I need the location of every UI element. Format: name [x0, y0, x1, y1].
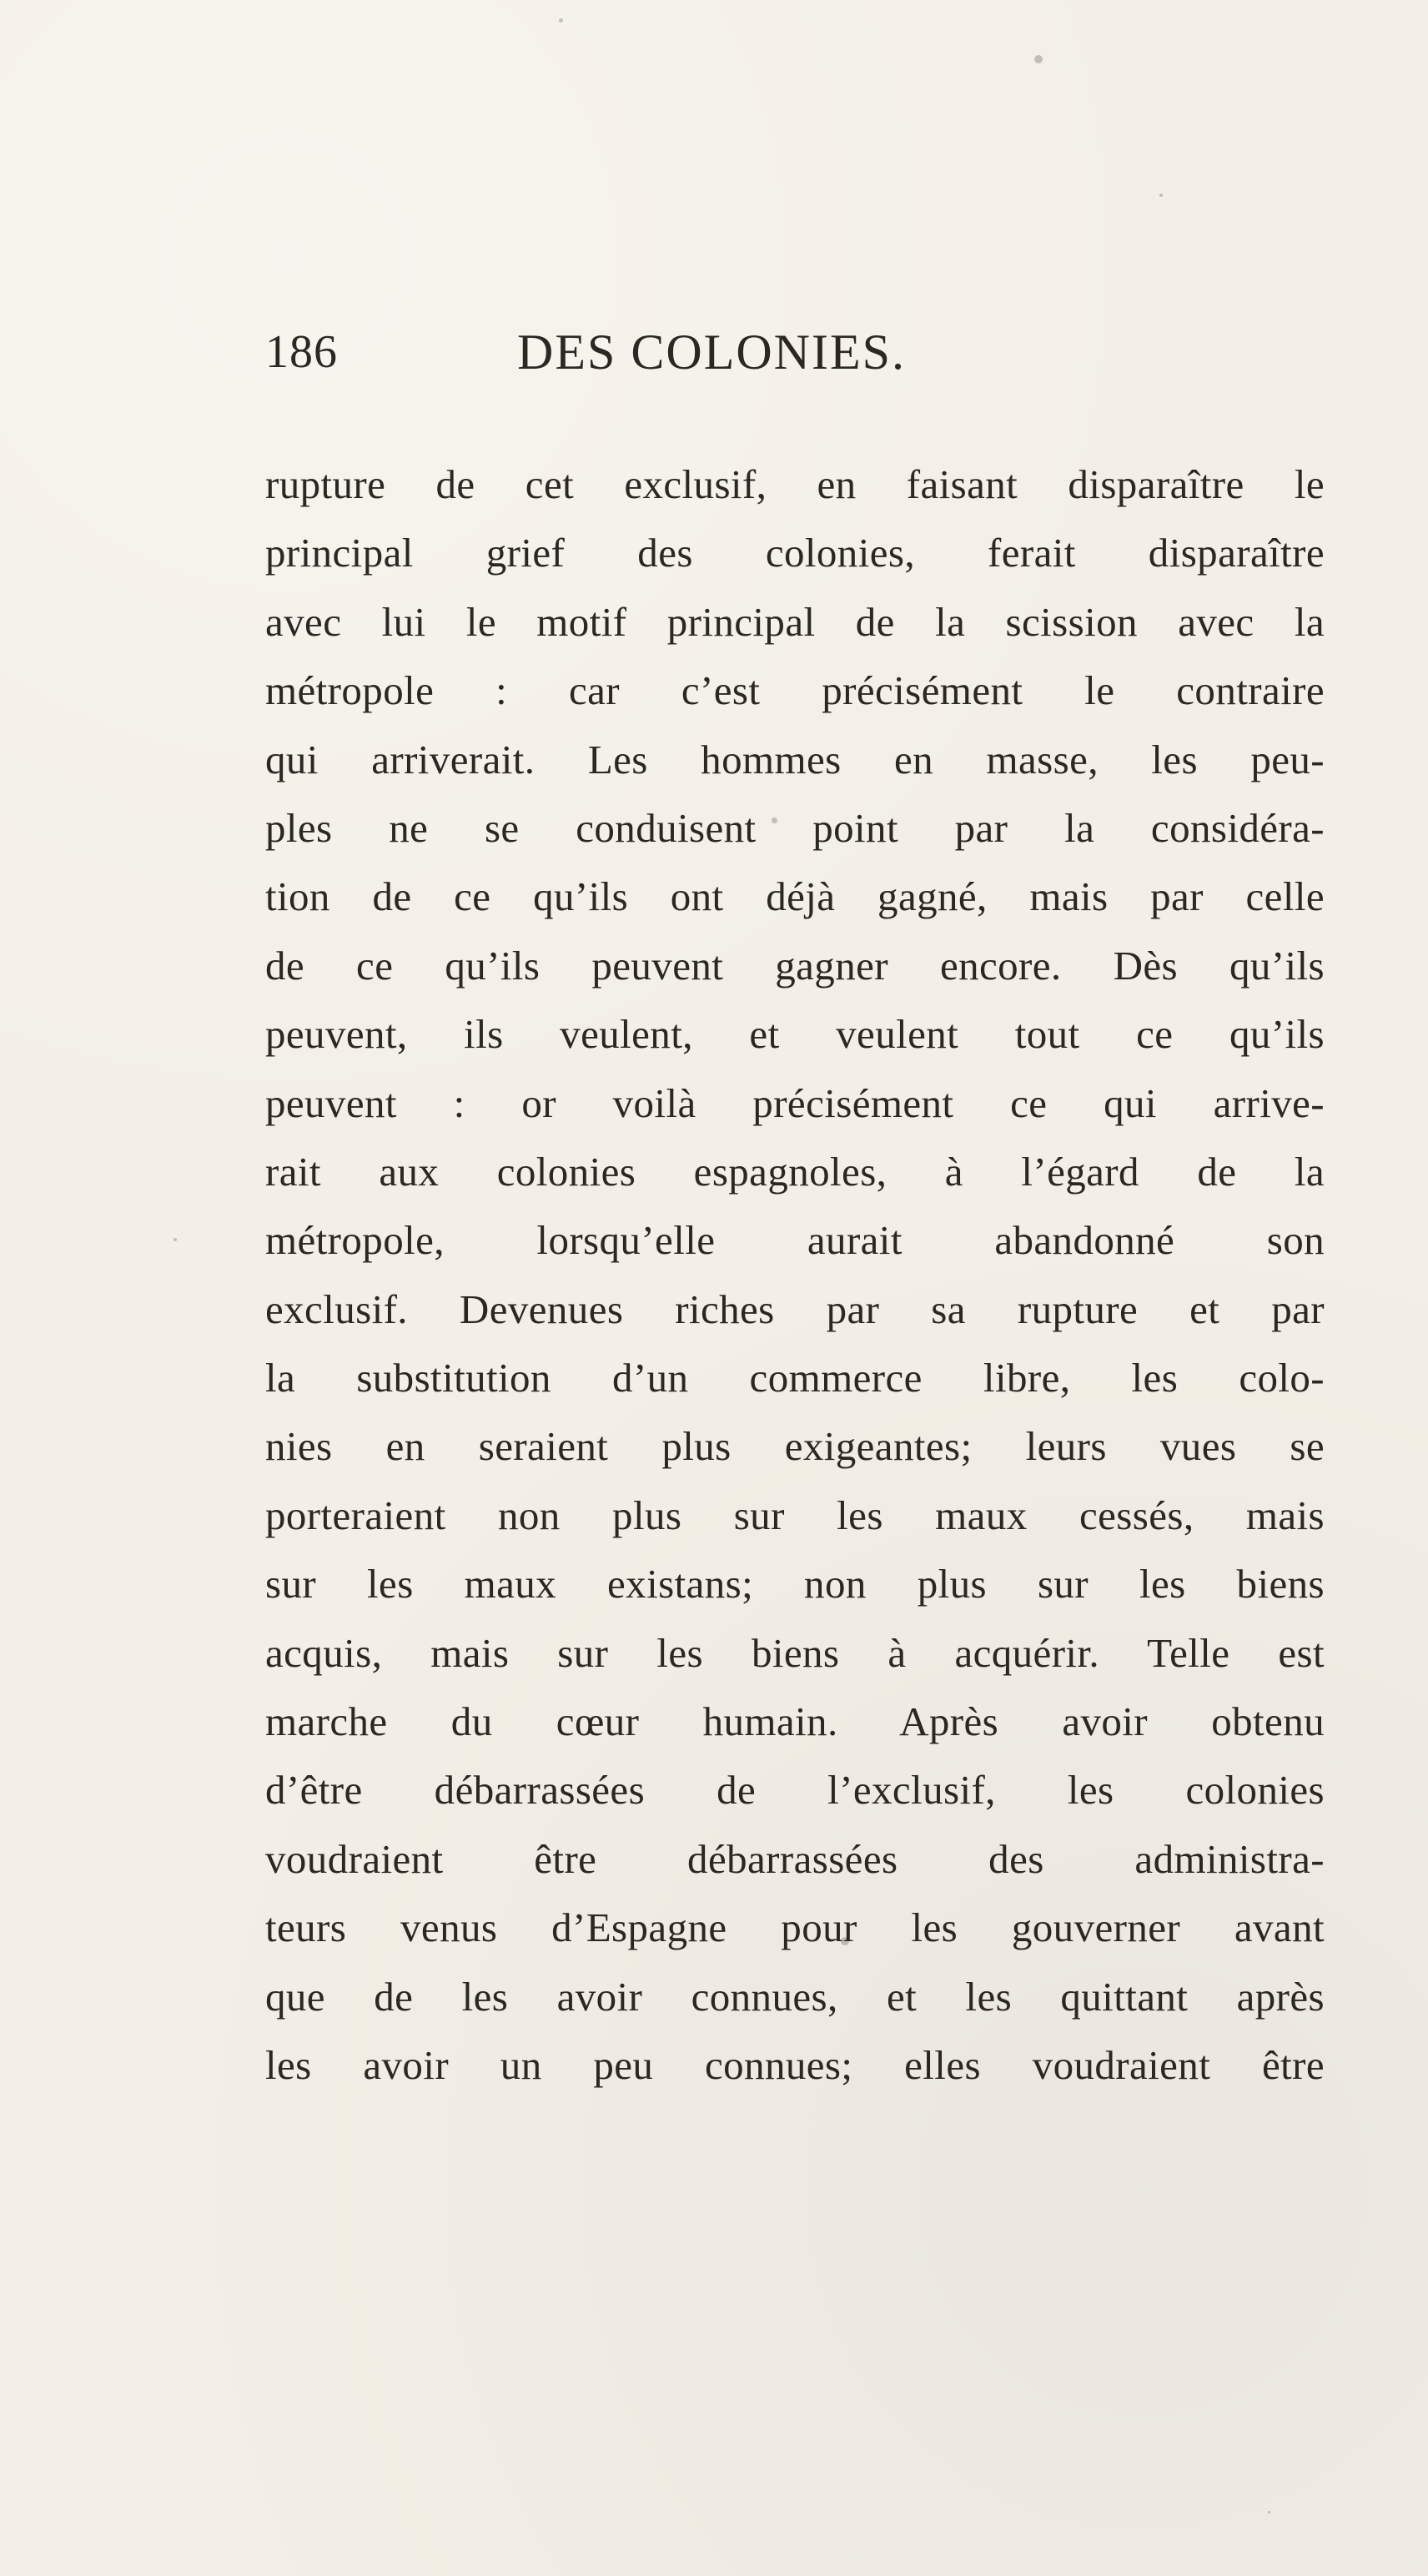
page-header: [265, 327, 1316, 402]
text-line: ples ne se conduisent point par la considéra-: [265, 804, 1325, 851]
text-line: métropole, lorsqu’elle aurait abandonné son: [265, 1217, 1325, 1264]
text-line: la substitution d’un commerce libre, les colo-: [265, 1355, 1325, 1401]
running-head: DES COLONIES.: [517, 325, 907, 380]
text-line: de ce qu’ils peuvent gagner encore. Dès qu’ils: [265, 942, 1325, 989]
text-line: marche du cœur humain. Après avoir obtenu: [265, 1698, 1325, 1745]
text-line: métropole : car c’est précisément le contraire: [265, 667, 1325, 714]
page-number: 186: [265, 326, 338, 378]
text-line: peuvent, ils veulent, et veulent tout ce qu’ils: [265, 1011, 1325, 1058]
paper-speck: [1034, 55, 1043, 63]
paper-speck: [1159, 194, 1163, 197]
text-line: acquis, mais sur les biens à acquérir. Telle est: [265, 1629, 1325, 1676]
text-line: avec lui le motif principal de la scission avec la: [265, 598, 1325, 645]
text-line: sur les maux existans; non plus sur les biens: [265, 1561, 1325, 1607]
text-line: que de les avoir connues, et les quittant après: [265, 1973, 1325, 2020]
paper-speck: [559, 18, 563, 23]
text-line: rait aux colonies espagnoles, à l’égard de la: [265, 1148, 1325, 1195]
text-line: nies en seraient plus exigeantes; leurs vues se: [265, 1423, 1325, 1470]
text-line: tion de ce qu’ils ont déjà gagné, mais par celle: [265, 873, 1325, 920]
text-line: rupture de cet exclusif, en faisant disparaître le: [265, 461, 1325, 507]
text-line: les avoir un peu connues; elles voudraient être: [265, 2041, 1325, 2088]
text-line: teurs venus d’Espagne pour les gouverner avant: [265, 1904, 1325, 1951]
text-line: exclusif. Devenues riches par sa rupture et par: [265, 1285, 1325, 1332]
text-line: porteraient non plus sur les maux cessés, mais: [265, 1492, 1325, 1538]
text-line: principal grief des colonies, ferait disparaître: [265, 530, 1325, 576]
paper-speck: [173, 1238, 177, 1241]
text-line: voudraient être débarrassées des administra-: [265, 1835, 1325, 1882]
text-line: d’être débarrassées de l’exclusif, les colonies: [265, 1767, 1325, 1814]
paper-speck: [1268, 2511, 1270, 2513]
text-line: qui arriverait. Les hommes en masse, les peu-: [265, 736, 1325, 782]
body-text: [265, 450, 1325, 2100]
text-line: peuvent : or voilà précisément ce qui arrive-: [265, 1079, 1325, 1126]
